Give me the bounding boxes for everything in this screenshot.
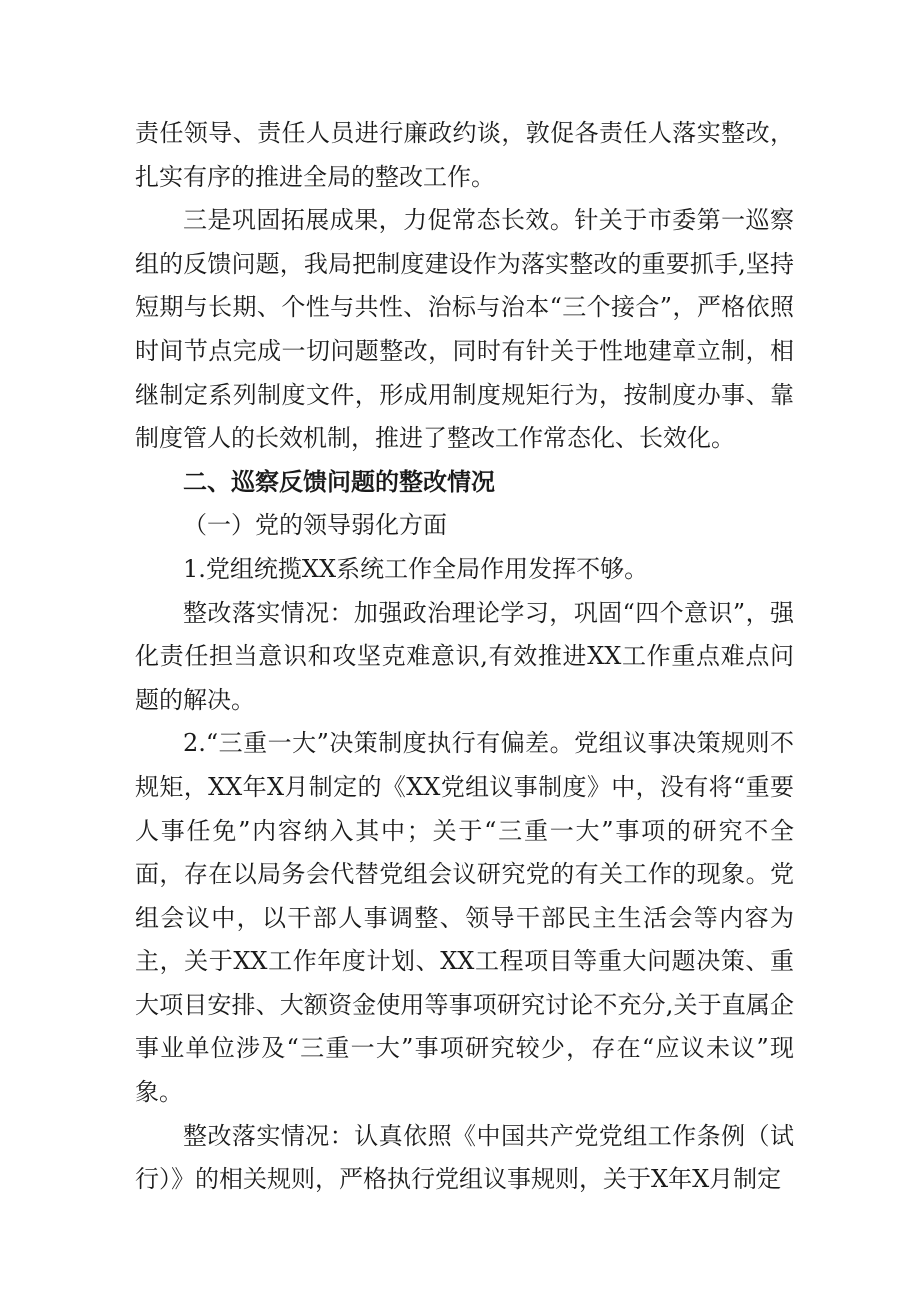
item-2-title: 2.“三重一大”决策制度执行有偏差。党组议事决策规则不规矩，XX年X月制定的《XX党组议事制度》中，没有将“重要人事任免”内容纳入其中；关于“三重一大”事项的研究不全面，存在以局务会代替党组会议研究党的有关工作的现象。党组会议中，以干部人事调整、领导干部民主生活会等内容为主，关于XX工作年度计划、XX工程项目等重大问题决策、重大项目安排、大额资金使用等事项研究讨论不充分,关于直属企事业单位涉及“三重一大”事项研究较少，存在“应议未议”现象。 (135, 729, 794, 1107)
document-body (135, 112, 794, 1202)
item-1-rectification: 整改落实情况：加强政治理论学习，巩固“四个意识”，强化责任担当意识和攻坚克难意识,有效推进XX工作重点难点问题的解决。 (135, 598, 794, 714)
paragraph-continuation: 责任领导、责任人员进行廉政约谈，敦促各责任人落实整改，扎实有序的推进全局的整改工作。 (135, 119, 794, 191)
item-2-rectification: 整改落实情况：认真依照《中国共产党党组工作条例（试行）》的相关规则，严格执行党组议事规则，关于X年X月制定 (135, 1121, 794, 1194)
item-1-title: 1.党组统揽XX系统工作全局作用发挥不够。 (183, 554, 649, 583)
section-heading: 二、巡察反馈问题的整改情况 (183, 467, 495, 496)
subsection-heading: （一）党的领导弱化方面 (183, 511, 447, 540)
paragraph-consolidation: 三是巩固拓展成果，力促常态长效。针关于市委第一巡察组的反馈问题，我局把制度建设作为落实整改的重要抓手,坚持短期与长期、个性与共性、治标与治本“三个接合”，严格依照时间节点完成一切问题整改，同时有针关于性地建章立制，相继制定系列制度文件，形成用制度规矩行为，按制度办事、靠制度管人的长效机制，推进了整改工作常态化、长效化。 (135, 206, 794, 453)
